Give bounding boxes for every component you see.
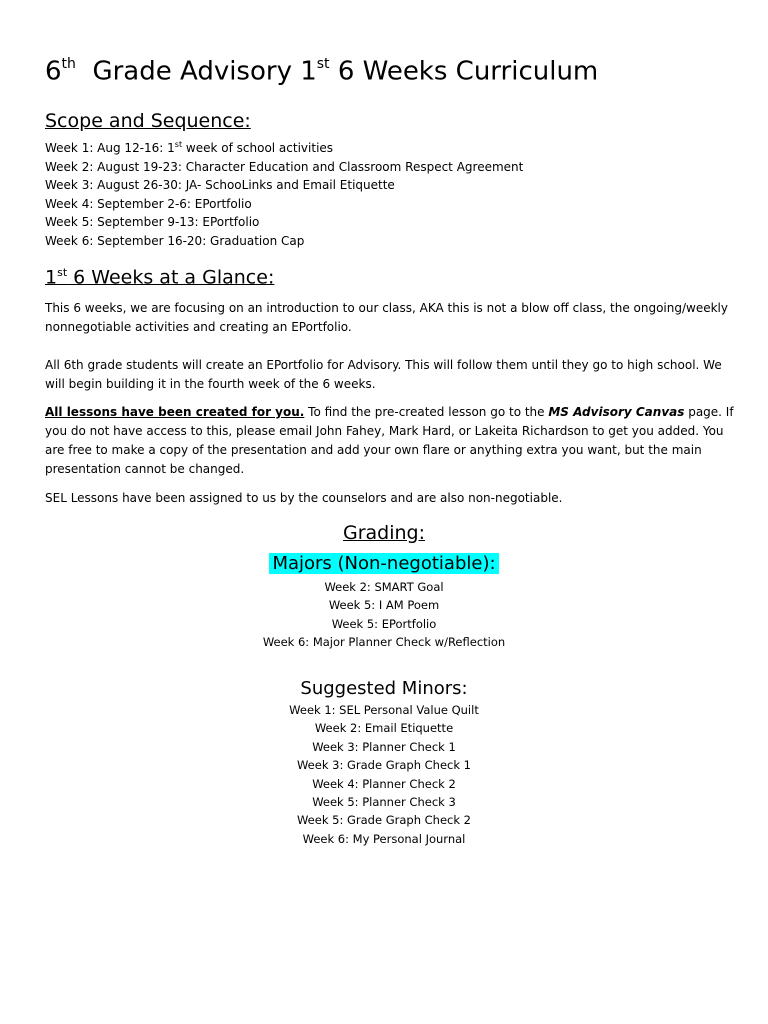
scope-week-3: Week 3: August 26-30: JA- SchooLinks and Email Etiquette <box>45 178 395 193</box>
minors-heading: Suggested Minors: <box>300 678 468 699</box>
major-item: Week 6: Major Planner Check w/Reflection <box>262 635 506 650</box>
glance-paragraph-3: All lessons have been created for you. To find the pre-created lesson go to the MS Advisory Canvas page. If you do not have access to this, please email John Fahey, Mark Hard, or Lakeita Richardson to get you added. You are free to make a copy of the presentation and add your own flare or anything extra you want, but the main presentation cannot be changed. <box>45 405 734 476</box>
minor-item: Week 2: Email Etiquette <box>314 721 454 736</box>
grading-heading: Grading: <box>342 522 426 544</box>
minor-item: Week 6: My Personal Journal <box>302 831 466 846</box>
minor-item: Week 5: Grade Graph Check 2 <box>296 813 471 828</box>
majors-heading <box>0 551 768 577</box>
minor-item: Week 4: Planner Check 2 <box>312 776 456 791</box>
glance-paragraph-2: All 6th grade students will create an EPortfolio for Advisory. This will follow them until they go to high school. We will begin building it in the fourth week of the 6 weeks. <box>45 358 722 391</box>
minor-item: Week 3: Planner Check 1 <box>312 739 456 754</box>
scope-week-2: Week 2: August 19-23: Character Education and Classroom Respect Agreement <box>45 159 524 174</box>
major-item: Week 5: EPortfolio <box>331 616 437 631</box>
page-title: 6th Grade Advisory 1st 6 Weeks Curriculum <box>45 56 599 87</box>
major-item: Week 5: I AM Poem <box>328 598 440 613</box>
scope-week-6: Week 6: September 16-20: Graduation Cap <box>45 233 305 248</box>
scope-heading: Scope and Sequence: <box>45 110 251 132</box>
scope-week-1: Week 1: Aug 12-16: 1st week of school activities <box>45 140 334 155</box>
majors-list <box>0 578 768 652</box>
minor-item: Week 1: SEL Personal Value Quilt <box>289 703 479 717</box>
glance-paragraph-4: SEL Lessons have been assigned to us by the counselors and are also non-negotiable. <box>45 491 563 505</box>
glance-heading: 1st 6 Weeks at a Glance: <box>45 266 275 289</box>
minor-item: Week 3: Grade Graph Check 1 <box>296 758 471 773</box>
minors-list <box>0 701 768 848</box>
scope-week-4: Week 4: September 2-6: EPortfolio <box>45 196 252 211</box>
scope-week-5: Week 5: September 9-13: EPortfolio <box>45 215 260 230</box>
glance-paragraph-1: This 6 weeks, we are focusing on an introduction to our class, AKA this is not a blow off class, the ongoing/weekly nonnegotiable activities and creating an EPortfolio. <box>45 301 728 334</box>
majors-highlight: Majors (Non-negotiable): <box>269 553 498 574</box>
scope-list <box>45 136 523 251</box>
minor-item: Week 5: Planner Check 3 <box>312 795 456 810</box>
major-item: Week 2: SMART Goal <box>324 580 444 594</box>
